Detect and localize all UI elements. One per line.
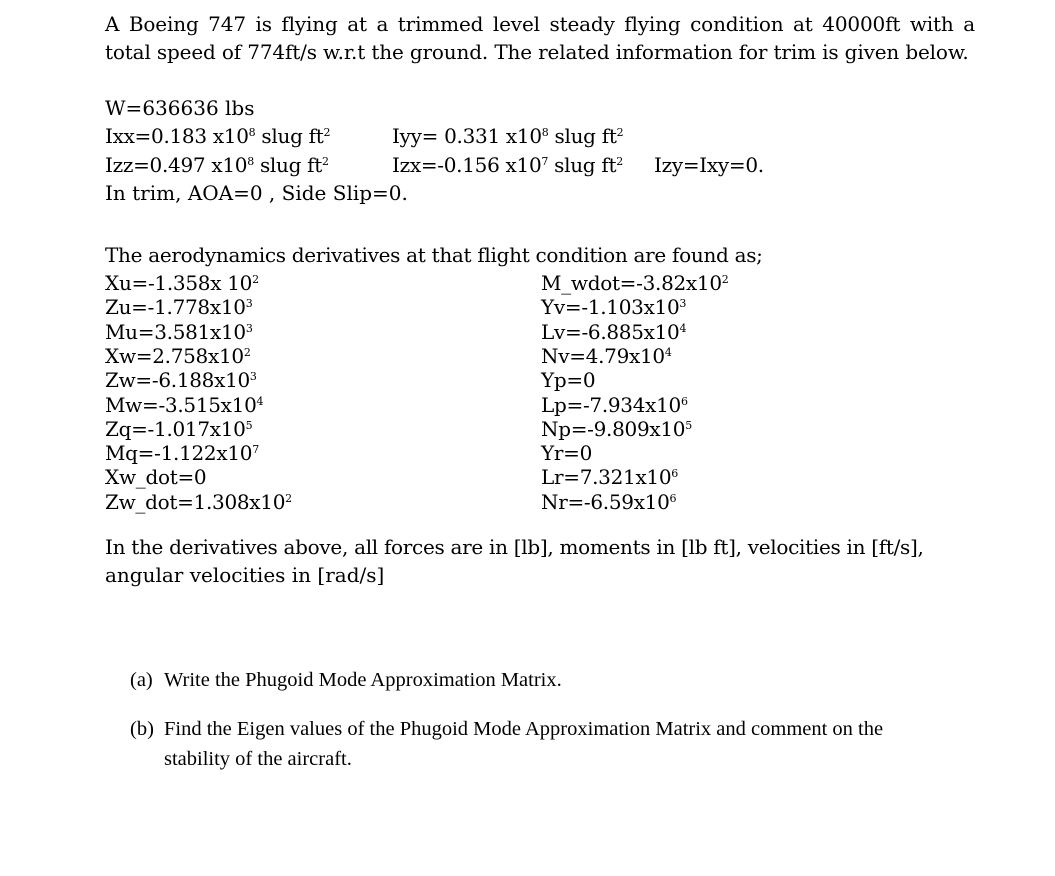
derivative-exponent: 2 xyxy=(721,273,729,286)
derivative-exponent: 3 xyxy=(679,297,687,310)
iyy-line xyxy=(392,122,623,150)
izx-text: Izx=-0.156 x10 xyxy=(392,153,542,177)
left-derivative-row xyxy=(105,488,292,516)
derivative-exponent: 3 xyxy=(245,322,253,335)
question-a xyxy=(130,665,562,695)
right-derivative-row xyxy=(541,293,686,321)
derivative-value: Yp=0 xyxy=(541,368,596,392)
izz-text: Izz=0.497 x10 xyxy=(105,153,248,177)
derivative-value: Lr=7.321x10 xyxy=(541,465,672,489)
right-derivative-row xyxy=(541,366,595,394)
iyy-unit: slug ft xyxy=(548,124,617,148)
question-b xyxy=(130,714,883,744)
iyy-unit-exponent: 2 xyxy=(616,126,624,139)
derivative-exponent: 2 xyxy=(252,273,259,286)
ixx-exponent: 8 xyxy=(248,126,256,139)
question-a-text: Write the Phugoid Mode Approximation Matrix. xyxy=(164,669,562,691)
derivative-value: Zw=-6.188x10 xyxy=(105,368,250,392)
derivative-exponent: 5 xyxy=(685,419,692,432)
derivative-value: Zu=-1.778x10 xyxy=(105,295,246,319)
izz-exponent: 8 xyxy=(247,155,254,168)
right-derivative-row xyxy=(541,463,678,491)
derivative-value: Mq=-1.122x10 xyxy=(105,441,253,465)
derivative-exponent: 7 xyxy=(252,443,259,456)
derivative-value: Xw_dot=0 xyxy=(105,465,207,489)
derivative-value: Xu=-1.358x 10 xyxy=(105,271,253,295)
derivative-value: Mw=-3.515x10 xyxy=(105,393,257,417)
ixx-unit-exponent: 2 xyxy=(323,126,331,139)
derivative-value: Nv=4.79x10 xyxy=(541,344,665,368)
question-b-label: (b) xyxy=(130,718,154,740)
izx-unit: slug ft xyxy=(548,153,617,177)
left-derivative-row xyxy=(105,366,257,394)
left-derivative-row xyxy=(105,463,206,491)
ixx-text: Ixx=0.183 x10 xyxy=(105,124,249,148)
derivative-value: Lv=-6.885x10 xyxy=(541,320,680,344)
derivatives-intro: The aerodynamics derivatives at that flight condition are found as; xyxy=(105,243,763,267)
question-b-text-line-1: Find the Eigen values of the Phugoid Mode Approximation Matrix and comment on the xyxy=(164,718,884,740)
derivative-exponent: 6 xyxy=(669,492,677,505)
derivative-value: Zq=-1.017x10 xyxy=(105,417,246,441)
derivative-exponent: 4 xyxy=(679,322,687,335)
left-derivative-row xyxy=(105,293,252,321)
iyy-exponent: 8 xyxy=(541,126,549,139)
izx-exponent: 7 xyxy=(541,155,549,168)
question-a-label: (a) xyxy=(130,669,153,691)
ixx-line xyxy=(105,122,330,150)
derivative-exponent: 2 xyxy=(285,492,292,505)
derivative-value: Yr=0 xyxy=(541,441,593,465)
derivative-value: Xw=2.758x10 xyxy=(105,344,244,368)
izx-line xyxy=(392,151,623,179)
derivative-exponent: 6 xyxy=(671,467,678,480)
derivative-exponent: 4 xyxy=(256,395,264,408)
weight-line: W=636636 lbs xyxy=(105,96,255,120)
trim-condition-line: In trim, AOA=0 , Side Slip=0. xyxy=(105,181,408,205)
derivative-value: Mu=3.581x10 xyxy=(105,320,246,344)
derivative-value: Zw_dot=1.308x10 xyxy=(105,490,286,514)
izz-unit: slug ft xyxy=(253,153,322,177)
problem-intro: A Boeing 747 is flying at a trimmed level steady flying condition at 40000ft with a total speed of 774ft/s w.r.t the ground. The related information for trim is given below. xyxy=(105,12,975,64)
izy-ixy-line: Izy=Ixy=0. xyxy=(654,153,764,177)
question-b-text-line-2: stability of the aircraft. xyxy=(164,748,352,770)
derivative-value: Lp=-7.934x10 xyxy=(541,393,681,417)
derivative-exponent: 3 xyxy=(245,297,253,310)
derivative-value: Nr=-6.59x10 xyxy=(541,490,670,514)
derivative-exponent: 5 xyxy=(245,419,253,432)
units-note-line-2: angular velocities in [rad/s] xyxy=(105,563,385,587)
derivative-value: Np=-9.809x10 xyxy=(541,417,686,441)
iyy-text: Iyy= 0.331 x10 xyxy=(392,124,542,148)
izz-unit-exponent: 2 xyxy=(322,155,329,168)
derivative-exponent: 4 xyxy=(664,346,672,359)
derivative-exponent: 6 xyxy=(680,395,688,408)
derivative-value: Yv=-1.103x10 xyxy=(541,295,680,319)
right-derivative-row xyxy=(541,488,676,516)
ixx-unit: slug ft xyxy=(255,124,324,148)
units-note-line-1: In the derivatives above, all forces are in [lb], moments in [lb ft], velocities in [ft/s], xyxy=(105,535,924,559)
izx-unit-exponent: 2 xyxy=(616,155,623,168)
derivative-exponent: 2 xyxy=(243,346,251,359)
derivative-value: M_wdot=-3.82x10 xyxy=(541,271,722,295)
izz-line xyxy=(105,151,329,179)
derivative-exponent: 3 xyxy=(249,370,257,383)
